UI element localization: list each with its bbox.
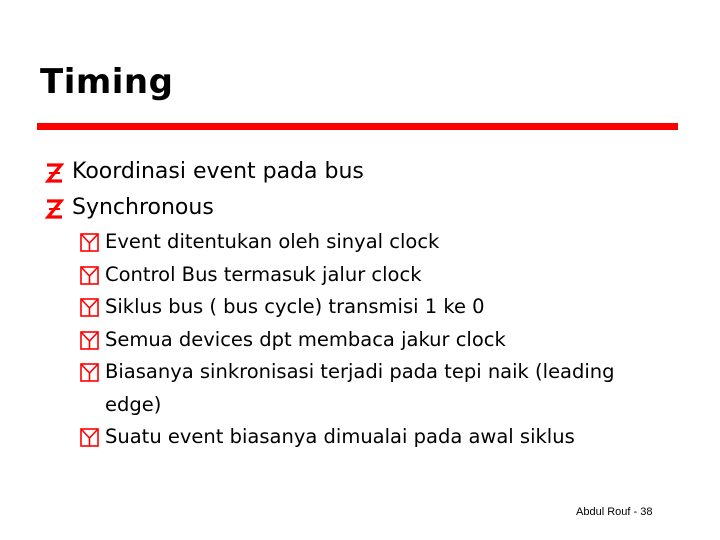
- bullet-text: Synchronous: [72, 195, 214, 220]
- bullet-list: [44, 154, 684, 454]
- bullet-item: [44, 190, 684, 226]
- slide-footer: Abdul Rouf - 38: [576, 506, 653, 518]
- bullet-item: [44, 154, 684, 190]
- sub-bullet-item: [44, 356, 684, 421]
- bullet-text: Koordinasi event pada bus: [72, 159, 364, 184]
- sub-bullet-text: Event ditentukan oleh sinyal clock: [105, 230, 440, 253]
- y-bullet-icon: [80, 259, 102, 291]
- title-divider: [37, 123, 678, 130]
- slide-title: Timing: [40, 62, 174, 102]
- sub-bullet-item: [44, 291, 684, 324]
- y-bullet-icon: [80, 421, 102, 453]
- sub-bullet-text: Siklus bus ( bus cycle) transmisi 1 ke 0: [105, 295, 485, 318]
- sub-bullet-text: Control Bus termasuk jalur clock: [105, 262, 422, 286]
- sub-bullet-text: Semua devices dpt membaca jakur clock: [105, 327, 506, 351]
- y-bullet-icon: [80, 324, 102, 356]
- sub-bullet-text: Biasanya sinkronisasi terjadi pada tepi naik (leading edge): [105, 360, 615, 416]
- sub-bullet-item: [44, 226, 684, 259]
- y-bullet-icon: [80, 356, 102, 388]
- z-bullet-icon: [44, 154, 68, 190]
- sub-bullet-item: [44, 259, 684, 292]
- sub-bullet-item: [44, 421, 684, 454]
- z-bullet-icon: [44, 190, 68, 226]
- sub-bullet-text: Suatu event biasanya dimualai pada awal siklus: [105, 425, 575, 448]
- y-bullet-icon: [80, 226, 102, 258]
- y-bullet-icon: [80, 291, 102, 323]
- sub-bullet-item: [44, 324, 684, 357]
